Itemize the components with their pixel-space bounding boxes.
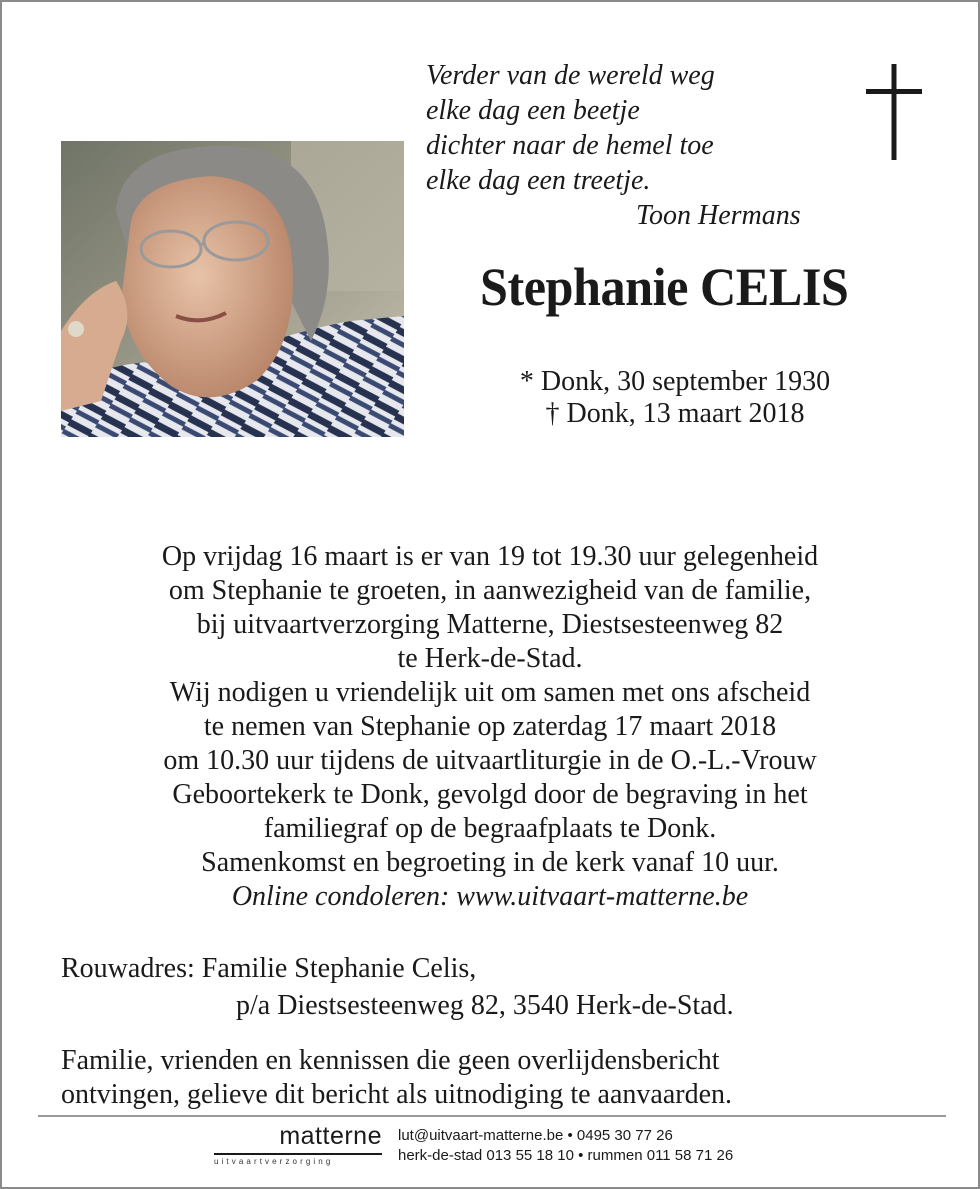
death-date: † Donk, 13 maart 2018	[545, 398, 805, 429]
life-dates	[470, 366, 880, 430]
contact-line-1[interactable]: lut@uitvaart-matterne.be • 0495 30 77 26	[398, 1127, 673, 1144]
poem-line: dichter naar de hemel toe	[426, 130, 714, 161]
announcement-line: om Stephanie te groeten, in aanwezigheid van de familie,	[168, 575, 812, 606]
poem-line: elke dag een treetje.	[426, 165, 651, 196]
closing-note	[61, 1044, 732, 1112]
closing-line-1: Familie, vrienden en kennissen die geen overlijdensbericht	[61, 1045, 720, 1076]
address-line-2: p/a Diestsesteenweg 82, 3540 Herk-de-Stad.	[236, 990, 734, 1021]
deceased-name: Stephanie CELIS	[480, 257, 849, 317]
cross-icon	[864, 62, 928, 162]
logo-bar	[214, 1153, 382, 1155]
logo-word: matterne	[279, 1122, 382, 1150]
logo-subtitle: uitvaartverzorging	[214, 1157, 334, 1166]
funeral-home-logo	[214, 1122, 382, 1166]
announcement-line: te nemen van Stephanie op zaterdag 17 maart 2018	[203, 711, 777, 742]
poem-line: elke dag een beetje	[426, 95, 640, 126]
closing-line-2: ontvingen, gelieve dit bericht als uitnodiging te aanvaarden.	[61, 1079, 733, 1110]
announcement-line: Op vrijdag 16 maart is er van 19 tot 19.30 uur gelegenheid	[161, 541, 819, 572]
announcement-line: Samenkomst en begroeting in de kerk vanaf 10 uur.	[201, 847, 779, 878]
announcement-line: Geboortekerk te Donk, gevolgd door de begraving in het	[172, 779, 808, 810]
mourning-address	[61, 950, 734, 1024]
announcement-line: om 10.30 uur tijdens de uitvaartliturgie in de O.-L.-Vrouw	[163, 745, 817, 776]
announcement-line: Wij nodigen u vriendelijk uit om samen met ons afscheid	[169, 677, 811, 708]
contact-line-2: herk-de-stad 013 55 18 10 • rummen 011 58 71 26	[398, 1147, 734, 1164]
birth-date: * Donk, 30 september 1930	[519, 366, 831, 397]
announcement-line: familiegraf op de begraafplaats te Donk.	[263, 813, 717, 844]
portrait-photo	[61, 141, 404, 437]
address-line-1: Rouwadres: Familie Stephanie Celis,	[61, 953, 477, 984]
footer-divider	[38, 1115, 946, 1117]
announcement-text	[50, 540, 930, 914]
poem-line: Verder van de wereld weg	[426, 60, 715, 91]
online-condolence-link[interactable]: Online condoleren: www.uitvaart-matterne.be	[231, 881, 749, 912]
poem-author: Toon Hermans	[636, 200, 801, 231]
footer-contact	[398, 1126, 733, 1166]
announcement-line: bij uitvaartverzorging Matterne, Diestsesteenweg 82	[196, 609, 784, 640]
announcement-line: te Herk-de-Stad.	[397, 643, 583, 674]
poem	[426, 58, 801, 233]
